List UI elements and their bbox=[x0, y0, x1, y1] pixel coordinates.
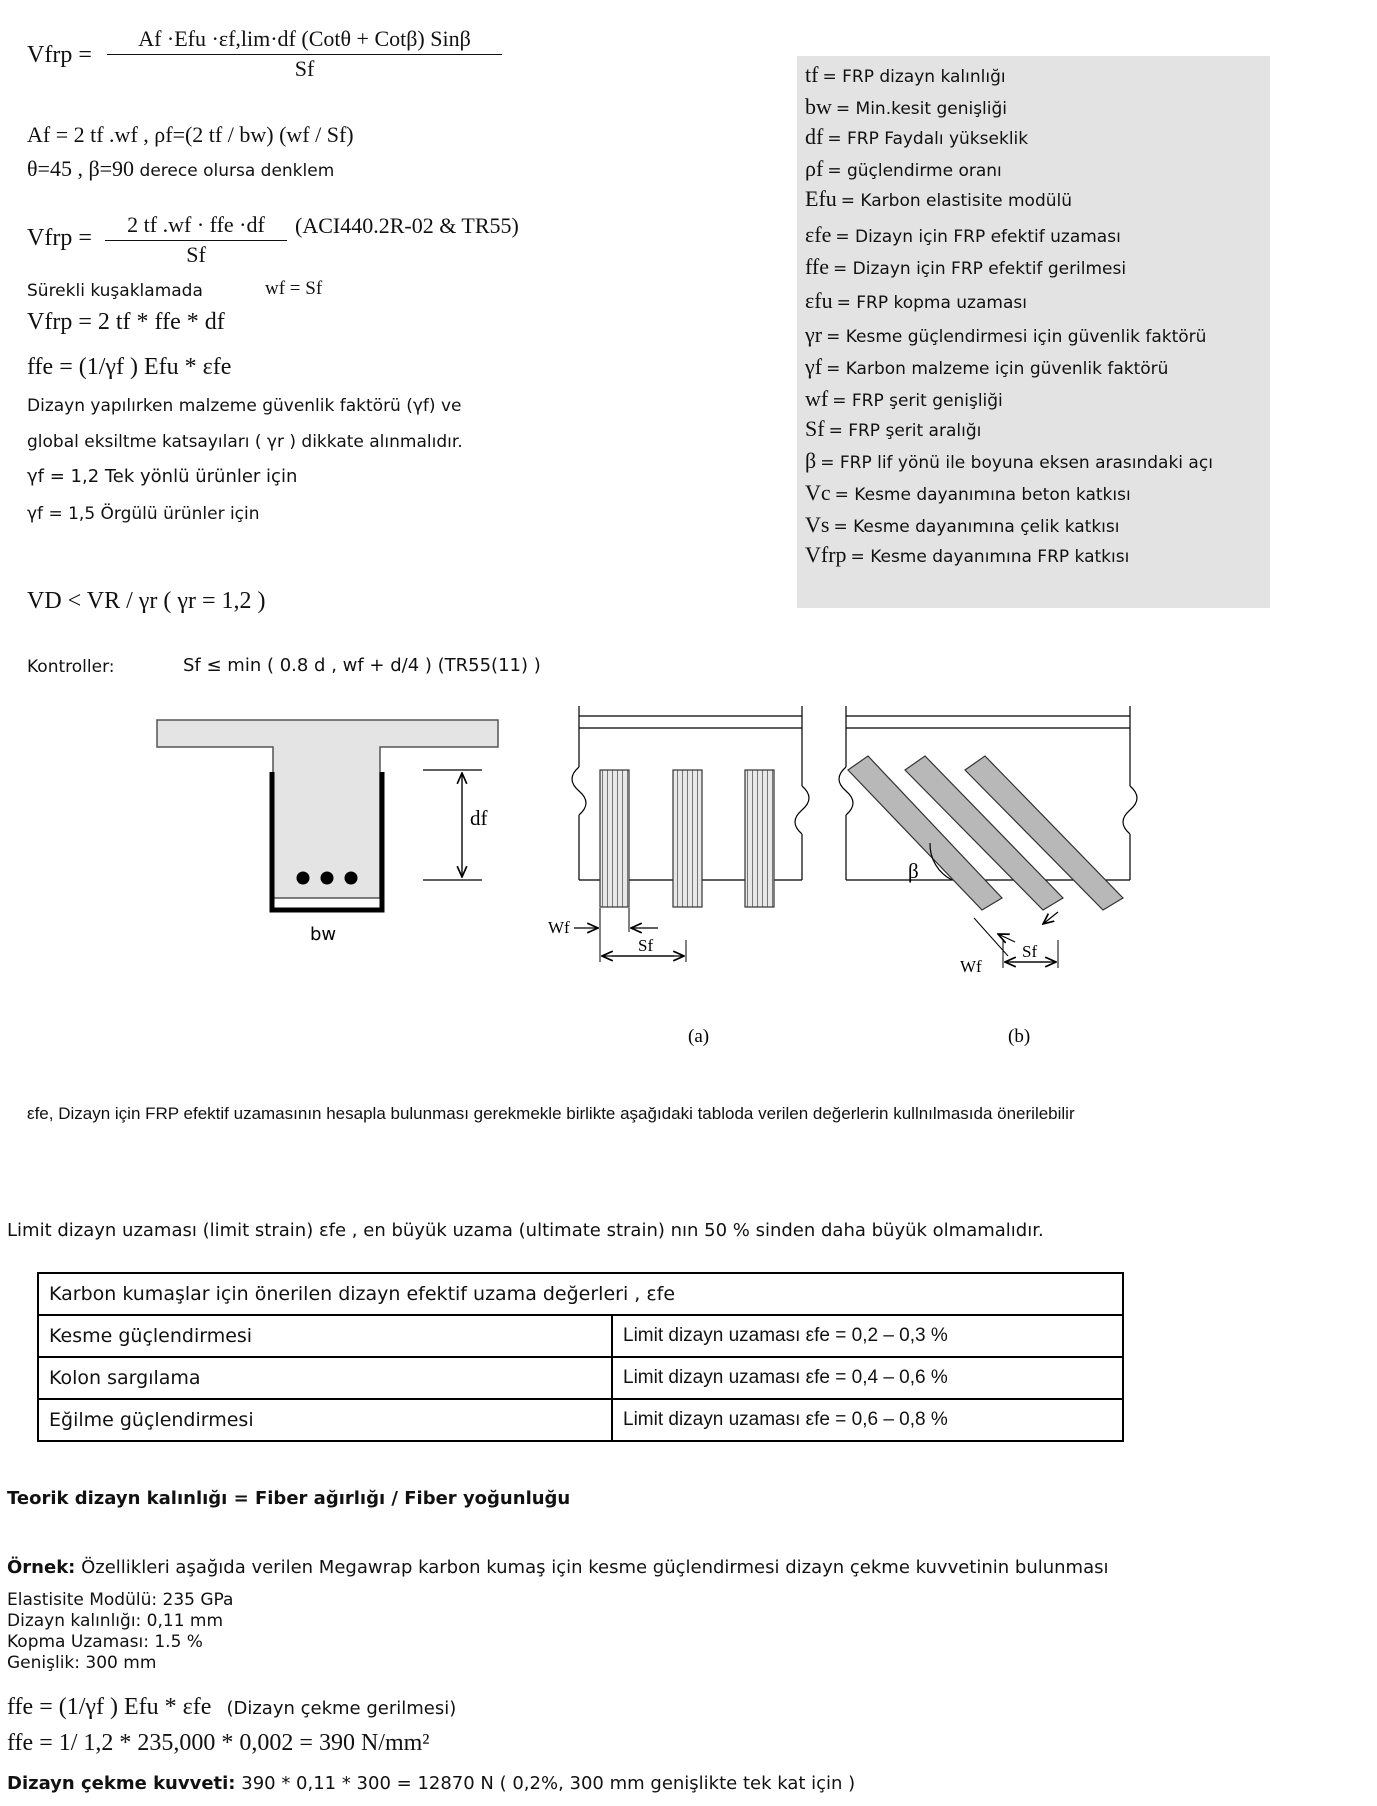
wf-label-a: Wf bbox=[548, 918, 570, 937]
table-row-label: Kolon sargılama bbox=[38, 1357, 612, 1399]
vfrp-fraction bbox=[107, 26, 502, 82]
legend-symbol: εfe bbox=[805, 222, 832, 247]
legend-description: = Karbon malzeme için güvenlik faktörü bbox=[826, 359, 1169, 379]
vfrp2-fraction bbox=[105, 212, 287, 268]
table-row-value: Limit dizayn uzaması εfe = 0,4 – 0,6 % bbox=[612, 1357, 1123, 1399]
design-strain-table bbox=[37, 1272, 1124, 1442]
legend-symbol: Sf bbox=[805, 416, 825, 441]
legend-symbol: Vc bbox=[805, 480, 831, 505]
example-properties bbox=[7, 1590, 233, 1674]
controls-equation: Sf ≤ min ( 0.8 d , wf + d/4 ) (TR55(11) ) bbox=[183, 655, 541, 676]
legend-symbol: Vfrp bbox=[805, 542, 847, 567]
legend-symbol: bw bbox=[805, 94, 832, 119]
ffe-equation: ffe = (1/γf ) Efu * εfe bbox=[27, 354, 232, 380]
ffe-formula-note: (Dizayn çekme gerilmesi) bbox=[226, 1698, 457, 1719]
legend-description: = FRP şerit genişliği bbox=[832, 391, 1003, 411]
vfrp-simplified: Vfrp = 2 tf * ffe * df bbox=[27, 309, 225, 335]
vfrp2-denominator: Sf bbox=[186, 242, 206, 267]
limit-strain-note: Limit dizayn uzaması (limit strain) εfe , en büyük uzama (ultimate strain) nın 50 % sinden daha büyük olmamalıdır. bbox=[7, 1220, 1044, 1241]
safety-note-1: Dizayn yapılırken malzeme güvenlik faktörü (γf) ve bbox=[27, 396, 462, 416]
legend-item bbox=[805, 416, 981, 442]
force-text: 390 * 0,11 * 300 = 12870 N ( 0,2%, 300 mm genişlikte tek kat için ) bbox=[235, 1773, 856, 1794]
legend-description: = Dizayn için FRP efektif uzaması bbox=[835, 227, 1121, 247]
table-header-row bbox=[38, 1273, 1123, 1315]
df-label: df bbox=[470, 806, 488, 830]
frp-strip bbox=[600, 770, 629, 907]
legend-description: = Kesme dayanımına beton katkısı bbox=[834, 485, 1131, 505]
wf-label-b: Wf bbox=[960, 957, 982, 976]
legend-item bbox=[805, 124, 1028, 150]
efe-note: εfe, Dizayn için FRP efektif uzamasının hesapla bulunması gerekmekle birlikte aşağıdaki tabloda verilen değerlerin kullnılmasıda önerilebilir bbox=[27, 1104, 1075, 1123]
caption-a: (a) bbox=[688, 1026, 710, 1047]
frp-strip bbox=[745, 770, 774, 907]
legend-description: = FRP şerit aralığı bbox=[828, 421, 982, 441]
table-row-value: Limit dizayn uzaması εfe = 0,2 – 0,3 % bbox=[612, 1315, 1123, 1357]
property-line: Dizayn kalınlığı: 0,11 mm bbox=[7, 1611, 224, 1631]
beam-elevation-b bbox=[839, 706, 1137, 968]
controls-label: Kontroller: bbox=[27, 657, 115, 677]
t-beam-section bbox=[157, 720, 498, 910]
table-header: Karbon kumaşlar için önerilen dizayn efektif uzama değerleri , εfe bbox=[38, 1273, 1123, 1315]
legend-symbol: tf bbox=[805, 62, 819, 87]
caption-b: (b) bbox=[1008, 1026, 1031, 1047]
beam-elevation-a bbox=[572, 706, 809, 962]
legend-symbol: β bbox=[805, 448, 817, 473]
vfrp2-label: Vfrp = bbox=[27, 225, 92, 251]
legend-symbol: γr bbox=[805, 322, 823, 347]
legend-item bbox=[805, 386, 1003, 412]
legend-description: = FRP kopma uzaması bbox=[836, 293, 1027, 313]
ffe-formula: ffe = (1/γf ) Efu * εfe bbox=[7, 1694, 212, 1720]
property-line: Kopma Uzaması: 1.5 % bbox=[7, 1632, 203, 1652]
frp-strip bbox=[673, 770, 702, 907]
legend-symbol: γf bbox=[805, 354, 823, 379]
continuous-equation: wf = Sf bbox=[265, 278, 323, 299]
table-row-value: Limit dizayn uzaması εfe = 0,6 – 0,8 % bbox=[612, 1399, 1123, 1441]
legend-item bbox=[805, 354, 1168, 380]
table-row-label: Eğilme güçlendirmesi bbox=[38, 1399, 612, 1441]
ffe-calculation: ffe = 1/ 1,2 * 235,000 * 0,002 = 390 N/mm² bbox=[7, 1730, 430, 1756]
bw-label: bw bbox=[310, 924, 337, 945]
example-intro bbox=[7, 1557, 1109, 1578]
vd-check: VD < VR / γr ( γr = 1,2 ) bbox=[27, 588, 266, 614]
vfrp-label: Vfrp = bbox=[27, 42, 92, 68]
legend-item bbox=[805, 448, 1213, 474]
legend-symbol: Vs bbox=[805, 512, 830, 537]
legend-description: = güçlendirme oranı bbox=[827, 161, 1002, 181]
af-definition: Af = 2 tf .wf , ρf=(2 tf / bw) (wf / Sf) bbox=[27, 122, 354, 147]
symbol-legend bbox=[797, 56, 1270, 608]
theta-beta-values: θ=45 , β=90 bbox=[27, 156, 135, 181]
sf-label-a: Sf bbox=[638, 936, 654, 955]
table-row bbox=[38, 1357, 1123, 1399]
legend-symbol: ffe bbox=[805, 254, 830, 279]
force-label: Dizayn çekme kuvveti: bbox=[7, 1773, 236, 1794]
sf-label-b: Sf bbox=[1022, 942, 1038, 961]
legend-item bbox=[805, 222, 1121, 248]
legend-item bbox=[805, 288, 1027, 314]
property-line: Genişlik: 300 mm bbox=[7, 1653, 157, 1673]
legend-description: = Kesme dayanımına FRP katkısı bbox=[850, 547, 1130, 567]
legend-item bbox=[805, 542, 1129, 568]
example-label: Örnek: bbox=[7, 1557, 76, 1578]
legend-item bbox=[805, 480, 1131, 506]
legend-description: = Kesme güçlendirmesi için güvenlik faktörü bbox=[826, 327, 1207, 347]
beta-label: β bbox=[908, 859, 919, 883]
legend-item bbox=[805, 62, 1006, 88]
legend-item bbox=[805, 254, 1126, 280]
legend-item bbox=[805, 94, 1007, 120]
legend-description: = Karbon elastisite modülü bbox=[840, 191, 1073, 211]
legend-item bbox=[805, 156, 1002, 182]
legend-item bbox=[805, 322, 1206, 348]
beam-figure bbox=[0, 700, 1377, 1070]
design-force-line bbox=[7, 1773, 855, 1794]
gamma-unidirectional: γf = 1,2 Tek yönlü ürünler için bbox=[27, 466, 298, 487]
theta-beta-text: derece olursa denklem bbox=[139, 161, 335, 181]
property-line: Elastisite Modülü: 235 GPa bbox=[7, 1590, 234, 1610]
legend-symbol: Efu bbox=[805, 186, 837, 211]
legend-symbol: df bbox=[805, 124, 824, 149]
vfrp-numerator: Af ·Efu ·εf,lim·df (Cotθ + Cotβ) Sinβ bbox=[107, 26, 502, 55]
vfrp-denominator: Sf bbox=[294, 56, 315, 81]
legend-description: = FRP Faydalı yükseklik bbox=[827, 129, 1029, 149]
continuous-label: Sürekli kuşaklamada bbox=[27, 281, 203, 301]
thickness-title: Teorik dizayn kalınlığı = Fiber ağırlığı / Fiber yoğunluğu bbox=[7, 1488, 571, 1509]
legend-description: = FRP lif yönü ile boyuna eksen arasındaki açı bbox=[820, 453, 1213, 473]
vfrp2-reference: (ACI440.2R-02 & TR55) bbox=[295, 213, 519, 238]
safety-note-2: global eksiltme katsayıları ( γr ) dikkate alınmalıdır. bbox=[27, 432, 463, 452]
table-row bbox=[38, 1315, 1123, 1357]
ffe-formula-line bbox=[7, 1694, 456, 1721]
legend-symbol: ρf bbox=[805, 156, 824, 181]
table-row-label: Kesme güçlendirmesi bbox=[38, 1315, 612, 1357]
legend-description: = FRP dizayn kalınlığı bbox=[822, 67, 1006, 87]
legend-item bbox=[805, 512, 1119, 538]
legend-description: = Kesme dayanımına çelik katkısı bbox=[833, 517, 1120, 537]
gamma-woven: γf = 1,5 Örgülü ürünler için bbox=[27, 504, 260, 524]
legend-symbol: wf bbox=[805, 386, 829, 411]
legend-description: = Dizayn için FRP efektif gerilmesi bbox=[833, 259, 1127, 279]
legend-symbol: εfu bbox=[805, 288, 833, 313]
legend-item bbox=[805, 186, 1072, 212]
vfrp2-numerator: 2 tf .wf · ffe ·df bbox=[105, 212, 287, 241]
theta-beta bbox=[27, 156, 334, 182]
legend-description: = Min.kesit genişliği bbox=[835, 99, 1008, 119]
table-row bbox=[38, 1399, 1123, 1441]
example-text: Özellikleri aşağıda verilen Megawrap karbon kumaş için kesme güçlendirmesi dizayn çekme kuvvetinin bulunması bbox=[75, 1557, 1109, 1578]
